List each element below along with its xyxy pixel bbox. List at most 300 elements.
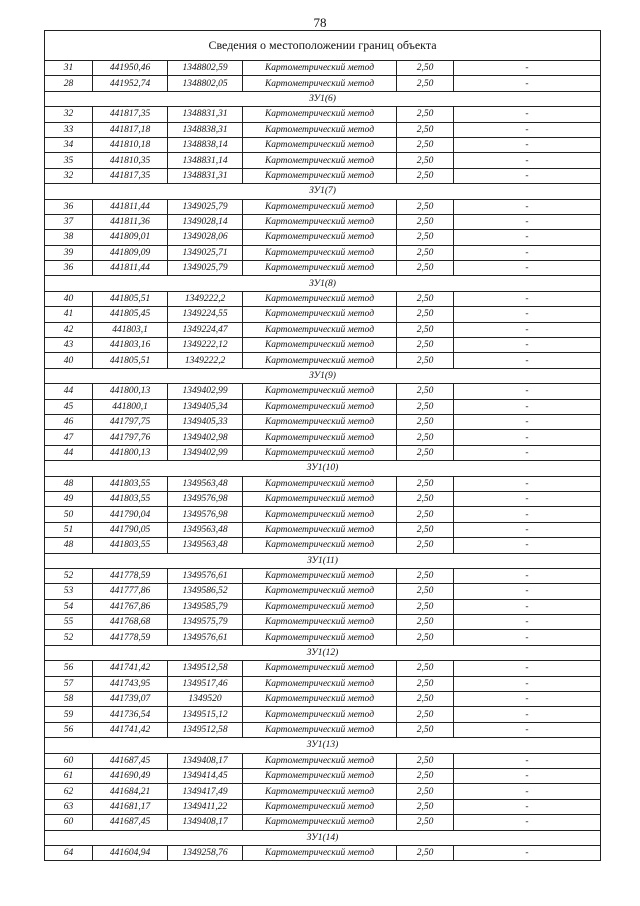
group-header-row bbox=[45, 738, 601, 753]
x-coordinate-cell: 441811,44 bbox=[93, 261, 168, 276]
y-coordinate-cell: 1349402,99 bbox=[168, 445, 243, 460]
group-label: ЗУ1(13) bbox=[45, 738, 601, 753]
table-row bbox=[45, 322, 601, 337]
table-row bbox=[45, 753, 601, 768]
accuracy-cell: 2,50 bbox=[397, 845, 454, 860]
note-cell: - bbox=[454, 291, 601, 306]
note-cell: - bbox=[454, 815, 601, 830]
y-coordinate-cell: 1349408,17 bbox=[168, 753, 243, 768]
group-header-row bbox=[45, 368, 601, 383]
method-cell: Картометрический метод bbox=[243, 338, 397, 353]
method-cell: Картометрический метод bbox=[243, 168, 397, 183]
note-cell: - bbox=[454, 261, 601, 276]
group-label: ЗУ1(12) bbox=[45, 645, 601, 660]
note-cell: - bbox=[454, 445, 601, 460]
method-cell: Картометрический метод bbox=[243, 768, 397, 783]
x-coordinate-cell: 441805,45 bbox=[93, 307, 168, 322]
table-row bbox=[45, 338, 601, 353]
accuracy-cell: 2,50 bbox=[397, 445, 454, 460]
y-coordinate-cell: 1349563,48 bbox=[168, 522, 243, 537]
y-coordinate-cell: 1349402,99 bbox=[168, 384, 243, 399]
accuracy-cell: 2,50 bbox=[397, 676, 454, 691]
note-cell: - bbox=[454, 784, 601, 799]
table-row bbox=[45, 430, 601, 445]
y-coordinate-cell: 1349411,22 bbox=[168, 799, 243, 814]
accuracy-cell: 2,50 bbox=[397, 76, 454, 91]
x-coordinate-cell: 441797,75 bbox=[93, 414, 168, 429]
table-row bbox=[45, 599, 601, 614]
accuracy-cell: 2,50 bbox=[397, 522, 454, 537]
method-cell: Картометрический метод bbox=[243, 445, 397, 460]
y-coordinate-cell: 1349222,12 bbox=[168, 338, 243, 353]
accuracy-cell: 2,50 bbox=[397, 322, 454, 337]
accuracy-cell: 2,50 bbox=[397, 307, 454, 322]
x-coordinate-cell: 441805,51 bbox=[93, 353, 168, 368]
method-cell: Картометрический метод bbox=[243, 568, 397, 583]
table-row bbox=[45, 476, 601, 491]
y-coordinate-cell: 1349575,79 bbox=[168, 615, 243, 630]
note-cell: - bbox=[454, 661, 601, 676]
point-number-cell: 34 bbox=[45, 137, 93, 152]
y-coordinate-cell: 1349585,79 bbox=[168, 599, 243, 614]
group-header-row bbox=[45, 645, 601, 660]
table-title: Сведения о местоположении границ объекта bbox=[45, 31, 601, 61]
note-cell: - bbox=[454, 676, 601, 691]
method-cell: Картометрический метод bbox=[243, 153, 397, 168]
table-row bbox=[45, 214, 601, 229]
x-coordinate-cell: 441809,01 bbox=[93, 230, 168, 245]
y-coordinate-cell: 1349515,12 bbox=[168, 707, 243, 722]
group-label: ЗУ1(7) bbox=[45, 184, 601, 199]
method-cell: Картометрический метод bbox=[243, 214, 397, 229]
method-cell: Картометрический метод bbox=[243, 430, 397, 445]
note-cell: - bbox=[454, 137, 601, 152]
point-number-cell: 48 bbox=[45, 476, 93, 491]
method-cell: Картометрический метод bbox=[243, 692, 397, 707]
y-coordinate-cell: 1349512,58 bbox=[168, 722, 243, 737]
x-coordinate-cell: 441800,1 bbox=[93, 399, 168, 414]
y-coordinate-cell: 1349402,98 bbox=[168, 430, 243, 445]
table-row bbox=[45, 538, 601, 553]
y-coordinate-cell: 1349408,17 bbox=[168, 815, 243, 830]
method-cell: Картометрический метод bbox=[243, 845, 397, 860]
table-row bbox=[45, 676, 601, 691]
method-cell: Картометрический метод bbox=[243, 815, 397, 830]
y-coordinate-cell: 1349222,2 bbox=[168, 291, 243, 306]
y-coordinate-cell: 1349028,06 bbox=[168, 230, 243, 245]
y-coordinate-cell: 1349576,98 bbox=[168, 507, 243, 522]
group-header-row bbox=[45, 461, 601, 476]
table-row bbox=[45, 61, 601, 76]
note-cell: - bbox=[454, 430, 601, 445]
note-cell: - bbox=[454, 245, 601, 260]
table-row bbox=[45, 845, 601, 860]
point-number-cell: 47 bbox=[45, 430, 93, 445]
accuracy-cell: 2,50 bbox=[397, 168, 454, 183]
table-row bbox=[45, 507, 601, 522]
method-cell: Картометрический метод bbox=[243, 322, 397, 337]
method-cell: Картометрический метод bbox=[243, 61, 397, 76]
y-coordinate-cell: 1348838,14 bbox=[168, 137, 243, 152]
method-cell: Картометрический метод bbox=[243, 784, 397, 799]
point-number-cell: 62 bbox=[45, 784, 93, 799]
table-row bbox=[45, 815, 601, 830]
table-row bbox=[45, 153, 601, 168]
accuracy-cell: 2,50 bbox=[397, 353, 454, 368]
x-coordinate-cell: 441741,42 bbox=[93, 661, 168, 676]
note-cell: - bbox=[454, 153, 601, 168]
x-coordinate-cell: 441790,05 bbox=[93, 522, 168, 537]
y-coordinate-cell: 1349224,47 bbox=[168, 322, 243, 337]
y-coordinate-cell: 1349576,61 bbox=[168, 630, 243, 645]
table-row bbox=[45, 261, 601, 276]
x-coordinate-cell: 441817,35 bbox=[93, 107, 168, 122]
method-cell: Картометрический метод bbox=[243, 476, 397, 491]
group-label: ЗУ1(11) bbox=[45, 553, 601, 568]
table-row bbox=[45, 199, 601, 214]
x-coordinate-cell: 441800,13 bbox=[93, 445, 168, 460]
accuracy-cell: 2,50 bbox=[397, 584, 454, 599]
point-number-cell: 38 bbox=[45, 230, 93, 245]
x-coordinate-cell: 441690,49 bbox=[93, 768, 168, 783]
note-cell: - bbox=[454, 168, 601, 183]
accuracy-cell: 2,50 bbox=[397, 707, 454, 722]
group-label: ЗУ1(9) bbox=[45, 368, 601, 383]
point-number-cell: 60 bbox=[45, 753, 93, 768]
point-number-cell: 59 bbox=[45, 707, 93, 722]
y-coordinate-cell: 1348802,59 bbox=[168, 61, 243, 76]
method-cell: Картометрический метод bbox=[243, 137, 397, 152]
point-number-cell: 45 bbox=[45, 399, 93, 414]
y-coordinate-cell: 1349025,71 bbox=[168, 245, 243, 260]
group-label: ЗУ1(10) bbox=[45, 461, 601, 476]
x-coordinate-cell: 441768,68 bbox=[93, 615, 168, 630]
method-cell: Картометрический метод bbox=[243, 414, 397, 429]
group-header-row bbox=[45, 184, 601, 199]
point-number-cell: 55 bbox=[45, 615, 93, 630]
x-coordinate-cell: 441736,54 bbox=[93, 707, 168, 722]
y-coordinate-cell: 1349520 bbox=[168, 692, 243, 707]
accuracy-cell: 2,50 bbox=[397, 214, 454, 229]
x-coordinate-cell: 441817,35 bbox=[93, 168, 168, 183]
point-number-cell: 36 bbox=[45, 199, 93, 214]
page-number: 78 bbox=[313, 15, 327, 30]
method-cell: Картометрический метод bbox=[243, 753, 397, 768]
x-coordinate-cell: 441803,55 bbox=[93, 491, 168, 506]
accuracy-cell: 2,50 bbox=[397, 661, 454, 676]
x-coordinate-cell: 441800,13 bbox=[93, 384, 168, 399]
point-number-cell: 61 bbox=[45, 768, 93, 783]
note-cell: - bbox=[454, 799, 601, 814]
note-cell: - bbox=[454, 845, 601, 860]
method-cell: Картометрический метод bbox=[243, 199, 397, 214]
accuracy-cell: 2,50 bbox=[397, 107, 454, 122]
point-number-cell: 40 bbox=[45, 291, 93, 306]
y-coordinate-cell: 1348831,31 bbox=[168, 107, 243, 122]
method-cell: Картометрический метод bbox=[243, 261, 397, 276]
y-coordinate-cell: 1349576,61 bbox=[168, 568, 243, 583]
x-coordinate-cell: 441790,04 bbox=[93, 507, 168, 522]
point-number-cell: 58 bbox=[45, 692, 93, 707]
table-title-row bbox=[45, 31, 601, 61]
x-coordinate-cell: 441811,36 bbox=[93, 214, 168, 229]
method-cell: Картометрический метод bbox=[243, 615, 397, 630]
point-number-cell: 60 bbox=[45, 815, 93, 830]
point-number-cell: 49 bbox=[45, 491, 93, 506]
method-cell: Картометрический метод bbox=[243, 799, 397, 814]
y-coordinate-cell: 1349512,58 bbox=[168, 661, 243, 676]
y-coordinate-cell: 1349025,79 bbox=[168, 261, 243, 276]
group-header-row bbox=[45, 91, 601, 106]
note-cell: - bbox=[454, 692, 601, 707]
note-cell: - bbox=[454, 399, 601, 414]
accuracy-cell: 2,50 bbox=[397, 338, 454, 353]
accuracy-cell: 2,50 bbox=[397, 399, 454, 414]
method-cell: Картометрический метод bbox=[243, 399, 397, 414]
method-cell: Картометрический метод bbox=[243, 107, 397, 122]
method-cell: Картометрический метод bbox=[243, 538, 397, 553]
x-coordinate-cell: 441777,86 bbox=[93, 584, 168, 599]
point-number-cell: 56 bbox=[45, 722, 93, 737]
method-cell: Картометрический метод bbox=[243, 661, 397, 676]
method-cell: Картометрический метод bbox=[243, 76, 397, 91]
table-row bbox=[45, 399, 601, 414]
accuracy-cell: 2,50 bbox=[397, 137, 454, 152]
accuracy-cell: 2,50 bbox=[397, 599, 454, 614]
y-coordinate-cell: 1349405,34 bbox=[168, 399, 243, 414]
x-coordinate-cell: 441767,86 bbox=[93, 599, 168, 614]
note-cell: - bbox=[454, 599, 601, 614]
x-coordinate-cell: 441817,18 bbox=[93, 122, 168, 137]
accuracy-cell: 2,50 bbox=[397, 384, 454, 399]
x-coordinate-cell: 441950,46 bbox=[93, 61, 168, 76]
method-cell: Картометрический метод bbox=[243, 599, 397, 614]
note-cell: - bbox=[454, 353, 601, 368]
accuracy-cell: 2,50 bbox=[397, 476, 454, 491]
note-cell: - bbox=[454, 753, 601, 768]
table-row bbox=[45, 768, 601, 783]
accuracy-cell: 2,50 bbox=[397, 430, 454, 445]
point-number-cell: 37 bbox=[45, 214, 93, 229]
x-coordinate-cell: 441803,55 bbox=[93, 476, 168, 491]
x-coordinate-cell: 441778,59 bbox=[93, 568, 168, 583]
note-cell: - bbox=[454, 584, 601, 599]
group-label: ЗУ1(14) bbox=[45, 830, 601, 845]
note-cell: - bbox=[454, 107, 601, 122]
note-cell: - bbox=[454, 615, 601, 630]
x-coordinate-cell: 441684,21 bbox=[93, 784, 168, 799]
table-row bbox=[45, 76, 601, 91]
accuracy-cell: 2,50 bbox=[397, 199, 454, 214]
x-coordinate-cell: 441952,74 bbox=[93, 76, 168, 91]
point-number-cell: 48 bbox=[45, 538, 93, 553]
note-cell: - bbox=[454, 322, 601, 337]
table-row bbox=[45, 584, 601, 599]
point-number-cell: 39 bbox=[45, 245, 93, 260]
x-coordinate-cell: 441604,94 bbox=[93, 845, 168, 860]
x-coordinate-cell: 441803,55 bbox=[93, 538, 168, 553]
y-coordinate-cell: 1349028,14 bbox=[168, 214, 243, 229]
point-number-cell: 28 bbox=[45, 76, 93, 91]
x-coordinate-cell: 441741,42 bbox=[93, 722, 168, 737]
group-label: ЗУ1(8) bbox=[45, 276, 601, 291]
accuracy-cell: 2,50 bbox=[397, 630, 454, 645]
table-row bbox=[45, 353, 601, 368]
table-row bbox=[45, 615, 601, 630]
table-row bbox=[45, 722, 601, 737]
point-number-cell: 33 bbox=[45, 122, 93, 137]
y-coordinate-cell: 1348838,31 bbox=[168, 122, 243, 137]
accuracy-cell: 2,50 bbox=[397, 414, 454, 429]
x-coordinate-cell: 441743,95 bbox=[93, 676, 168, 691]
y-coordinate-cell: 1348831,14 bbox=[168, 153, 243, 168]
accuracy-cell: 2,50 bbox=[397, 538, 454, 553]
note-cell: - bbox=[454, 491, 601, 506]
table-row bbox=[45, 168, 601, 183]
point-number-cell: 54 bbox=[45, 599, 93, 614]
point-number-cell: 53 bbox=[45, 584, 93, 599]
table-row bbox=[45, 107, 601, 122]
point-number-cell: 42 bbox=[45, 322, 93, 337]
point-number-cell: 64 bbox=[45, 845, 93, 860]
point-number-cell: 32 bbox=[45, 107, 93, 122]
note-cell: - bbox=[454, 630, 601, 645]
table-row bbox=[45, 230, 601, 245]
accuracy-cell: 2,50 bbox=[397, 692, 454, 707]
point-number-cell: 44 bbox=[45, 384, 93, 399]
note-cell: - bbox=[454, 307, 601, 322]
y-coordinate-cell: 1349563,48 bbox=[168, 538, 243, 553]
x-coordinate-cell: 441811,44 bbox=[93, 199, 168, 214]
point-number-cell: 52 bbox=[45, 630, 93, 645]
point-number-cell: 51 bbox=[45, 522, 93, 537]
note-cell: - bbox=[454, 768, 601, 783]
method-cell: Картометрический метод bbox=[243, 491, 397, 506]
accuracy-cell: 2,50 bbox=[397, 615, 454, 630]
method-cell: Картометрический метод bbox=[243, 507, 397, 522]
note-cell: - bbox=[454, 568, 601, 583]
table-row bbox=[45, 707, 601, 722]
method-cell: Картометрический метод bbox=[243, 384, 397, 399]
table-row bbox=[45, 784, 601, 799]
note-cell: - bbox=[454, 522, 601, 537]
note-cell: - bbox=[454, 707, 601, 722]
note-cell: - bbox=[454, 122, 601, 137]
accuracy-cell: 2,50 bbox=[397, 815, 454, 830]
table-row bbox=[45, 291, 601, 306]
y-coordinate-cell: 1349517,46 bbox=[168, 676, 243, 691]
point-number-cell: 32 bbox=[45, 168, 93, 183]
x-coordinate-cell: 441810,35 bbox=[93, 153, 168, 168]
table-row bbox=[45, 661, 601, 676]
y-coordinate-cell: 1349258,76 bbox=[168, 845, 243, 860]
table-row bbox=[45, 522, 601, 537]
point-number-cell: 35 bbox=[45, 153, 93, 168]
note-cell: - bbox=[454, 230, 601, 245]
table-row bbox=[45, 137, 601, 152]
accuracy-cell: 2,50 bbox=[397, 507, 454, 522]
accuracy-cell: 2,50 bbox=[397, 768, 454, 783]
point-number-cell: 31 bbox=[45, 61, 93, 76]
table-row bbox=[45, 630, 601, 645]
y-coordinate-cell: 1349586,52 bbox=[168, 584, 243, 599]
y-coordinate-cell: 1349576,98 bbox=[168, 491, 243, 506]
accuracy-cell: 2,50 bbox=[397, 753, 454, 768]
table-row bbox=[45, 568, 601, 583]
x-coordinate-cell: 441810,18 bbox=[93, 137, 168, 152]
accuracy-cell: 2,50 bbox=[397, 230, 454, 245]
table-row bbox=[45, 445, 601, 460]
point-number-cell: 57 bbox=[45, 676, 93, 691]
table-row bbox=[45, 245, 601, 260]
x-coordinate-cell: 441687,45 bbox=[93, 753, 168, 768]
y-coordinate-cell: 1348802,05 bbox=[168, 76, 243, 91]
y-coordinate-cell: 1349563,48 bbox=[168, 476, 243, 491]
accuracy-cell: 2,50 bbox=[397, 491, 454, 506]
accuracy-cell: 2,50 bbox=[397, 61, 454, 76]
x-coordinate-cell: 441809,09 bbox=[93, 245, 168, 260]
x-coordinate-cell: 441805,51 bbox=[93, 291, 168, 306]
table-row bbox=[45, 799, 601, 814]
point-number-cell: 63 bbox=[45, 799, 93, 814]
table-row bbox=[45, 384, 601, 399]
group-label: ЗУ1(6) bbox=[45, 91, 601, 106]
accuracy-cell: 2,50 bbox=[397, 245, 454, 260]
point-number-cell: 46 bbox=[45, 414, 93, 429]
accuracy-cell: 2,50 bbox=[397, 568, 454, 583]
point-number-cell: 41 bbox=[45, 307, 93, 322]
y-coordinate-cell: 1349222,2 bbox=[168, 353, 243, 368]
method-cell: Картометрический метод bbox=[243, 676, 397, 691]
accuracy-cell: 2,50 bbox=[397, 291, 454, 306]
y-coordinate-cell: 1349224,55 bbox=[168, 307, 243, 322]
method-cell: Картометрический метод bbox=[243, 230, 397, 245]
point-number-cell: 52 bbox=[45, 568, 93, 583]
table-row bbox=[45, 122, 601, 137]
method-cell: Картометрический метод bbox=[243, 307, 397, 322]
y-coordinate-cell: 1348831,31 bbox=[168, 168, 243, 183]
method-cell: Картометрический метод bbox=[243, 122, 397, 137]
note-cell: - bbox=[454, 61, 601, 76]
note-cell: - bbox=[454, 214, 601, 229]
note-cell: - bbox=[454, 338, 601, 353]
y-coordinate-cell: 1349025,79 bbox=[168, 199, 243, 214]
point-number-cell: 50 bbox=[45, 507, 93, 522]
point-number-cell: 44 bbox=[45, 445, 93, 460]
note-cell: - bbox=[454, 76, 601, 91]
x-coordinate-cell: 441739,07 bbox=[93, 692, 168, 707]
table-row bbox=[45, 414, 601, 429]
group-header-row bbox=[45, 276, 601, 291]
method-cell: Картометрический метод bbox=[243, 630, 397, 645]
point-number-cell: 43 bbox=[45, 338, 93, 353]
x-coordinate-cell: 441797,76 bbox=[93, 430, 168, 445]
method-cell: Картометрический метод bbox=[243, 245, 397, 260]
note-cell: - bbox=[454, 384, 601, 399]
x-coordinate-cell: 441803,16 bbox=[93, 338, 168, 353]
x-coordinate-cell: 441687,45 bbox=[93, 815, 168, 830]
x-coordinate-cell: 441681,17 bbox=[93, 799, 168, 814]
method-cell: Картометрический метод bbox=[243, 584, 397, 599]
note-cell: - bbox=[454, 199, 601, 214]
x-coordinate-cell: 441778,59 bbox=[93, 630, 168, 645]
group-header-row bbox=[45, 830, 601, 845]
group-header-row bbox=[45, 553, 601, 568]
accuracy-cell: 2,50 bbox=[397, 722, 454, 737]
x-coordinate-cell: 441803,1 bbox=[93, 322, 168, 337]
y-coordinate-cell: 1349417,49 bbox=[168, 784, 243, 799]
method-cell: Картометрический метод bbox=[243, 522, 397, 537]
